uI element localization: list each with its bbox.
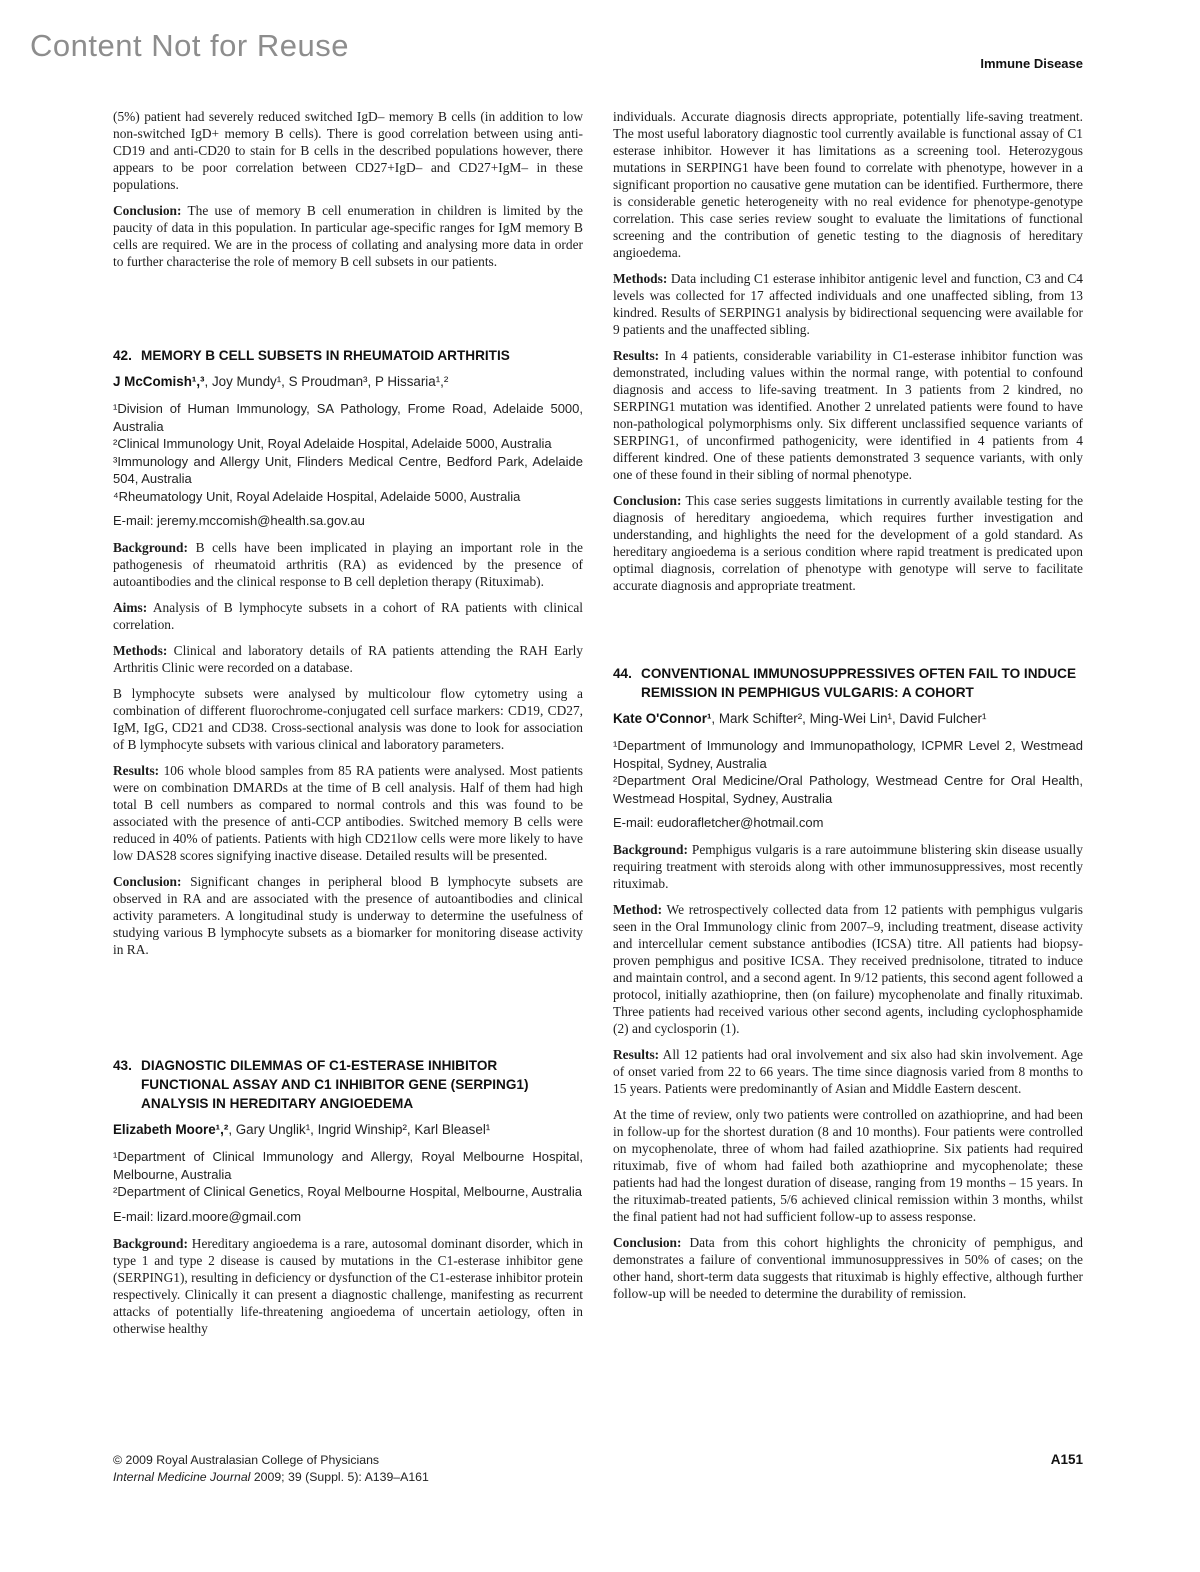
left-column	[113, 108, 583, 1346]
email-line: E-mail: lizard.moore@gmail.com	[113, 1208, 302, 1224]
paragraph-text: 106 whole blood samples from 85 RA patients were analysed. Most patients were on combination DMARDs at the time of B cell analysis. Half of them had high total B cell numbers as compared to normal controls and this was found to be associated with the presence of anti-CCP antibodies. Switched memory B cells were reduced in 40% of patients. Patients with high CD21low cells were more likely to have low DAS28 scores signifying inactive disease. Detailed results will be presented.	[113, 763, 583, 863]
paragraph-label: Methods:	[113, 643, 168, 658]
paragraph-conclusion	[613, 492, 1083, 594]
paragraph-text: At the time of review, only two patients were controlled on azathioprine, and had been in follow-up for the shortest duration (8 and 10 months). Four patients were controlled on mycophenolate, three of whom had failed azathioprine. Six patients had required rituximab, five of whom had failed both azathioprine and mycophenolate; these patients had had the longest duration of disease, ranging from 19 months – 15 years. In the rituximab-treated patients, 5/6 achieved clinical remission within 3 months, whilst the final patient had not had sufficient follow-up to assess response.	[613, 1107, 1083, 1224]
paragraph-conclusion	[613, 1234, 1083, 1302]
paragraph-label: Methods:	[613, 271, 668, 286]
paragraph-body	[113, 685, 583, 753]
paragraph-background	[113, 539, 583, 590]
paragraph-text: (5%) patient had severely reduced switched IgD– memory B cells (in addition to low non-switched IgD+ memory B cells). There is good correlation between using anti-CD19 and anti-CD20 to stain for B cells in the described populations however, there appears to be poor correlation between CD27+IgD– and CD27+IgM– in these populations.	[113, 109, 583, 192]
lead-author: Elizabeth Moore¹,²	[113, 1122, 229, 1137]
lead-author: Kate O'Connor¹	[613, 711, 712, 726]
abstract-title-text: DIAGNOSTIC DILEMMAS OF C1-ESTERASE INHIBITOR FUNCTIONAL ASSAY AND C1 INHIBITOR GENE (SERPING1) ANALYSIS IN HEREDITARY ANGIOEDEMA	[141, 1058, 529, 1111]
paragraph-label: Background:	[613, 842, 688, 857]
paragraph-label: Method:	[613, 902, 663, 917]
paragraph-text: This case series suggests limitations in currently available testing for the diagnosis of hereditary angioedema, which requires further investigation and understanding, and highlights the need for the development of a gold standard. As hereditary angioedema is a serious condition where rapid treatment is predicated upon optimal diagnosis, correlation of phenotype with genotype will serve to facilitate accurate diagnosis and appropriate treatment.	[613, 493, 1084, 593]
paragraph-text: Analysis of B lymphocyte subsets in a cohort of RA patients with clinical correlation.	[113, 600, 584, 632]
paragraph-results	[113, 762, 583, 864]
paragraph-label: Results:	[613, 1047, 660, 1062]
paragraph-text: Pemphigus vulgaris is a rare autoimmune blistering skin disease usually requiring treatment with steroids along with other immunosuppressives, most recently rituximab.	[613, 842, 1083, 891]
lead-author: J McComish¹,³	[113, 374, 205, 389]
footer	[113, 1452, 429, 1486]
paragraph-results	[613, 347, 1083, 483]
abstract-number: 43.	[113, 1058, 132, 1073]
paragraph-text: Hereditary angioedema is a rare, autosomal dominant disorder, which in type 1 and type 2 disease is caused by mutations in the C1-esterase inhibitor gene (SERPING1), resulting in deficiency or dysfunction of the C1-esterase inhibitor protein respectively. Clinically it can present a diagnostic challenge, manifesting as recurrent attacks of potentially life-threatening angioedema of uncertain aetiology, often in otherwise healthy	[113, 1235, 583, 1336]
paragraph-text: All 12 patients had oral involvement and six also had skin involvement. Age of onset varied from 22 to 66 years. The time since diagnosis varied from 8 months to 15 years. Patients were predominantly of Asian and Middle Eastern descent.	[613, 1047, 1084, 1096]
affiliation-line: ³Immunology and Allergy Unit, Flinders Medical Centre, Bedford Park, Adelaide 504, Australia	[113, 453, 583, 486]
coauthors: , Gary Unglik¹, Ingrid Winship², Karl Bleasel¹	[228, 1122, 491, 1137]
copyright-line: © 2009 Royal Australasian College of Physicians	[113, 1453, 380, 1467]
affiliation-line: ¹Department of Immunology and Immunopathology, ICPMR Level 2, Westmead Hospital, Sydney, Australia	[613, 738, 1083, 771]
abstract-title-text: MEMORY B CELL SUBSETS IN RHEUMATOID ARTHRITIS	[141, 348, 510, 363]
affiliations	[113, 400, 583, 505]
authors-line	[613, 710, 1083, 727]
affiliations	[113, 1148, 583, 1201]
paragraph-label: Conclusion:	[113, 874, 182, 889]
paragraph-text: The use of memory B cell enumeration in children is limited by the paucity of data in this population. In particular age-specific ranges for IgM memory B cells are required. We are in the process of collating and analysing more data in order to further characterise the role of memory B cell subsets in our patients.	[113, 203, 583, 269]
affiliation-line: ²Department of Clinical Genetics, Royal Melbourne Hospital, Melbourne, Australia	[113, 1184, 582, 1199]
watermark-text: Content Not for Reuse	[30, 28, 349, 63]
abstract-title-text: CONVENTIONAL IMMUNOSUPPRESSIVES OFTEN FAIL TO INDUCE REMISSION IN PEMPHIGUS VULGARIS: A COHORT	[641, 666, 1077, 700]
paragraph-methods	[113, 642, 583, 676]
paragraph-label: Results:	[113, 763, 160, 778]
affiliation-line: ¹Department of Clinical Immunology and Allergy, Royal Melbourne Hospital, Melbourne, Australia	[113, 1149, 583, 1182]
coauthors: , Mark Schifter², Ming-Wei Lin¹, David Fulcher¹	[711, 711, 987, 726]
paragraph-results	[613, 1046, 1083, 1097]
conclusion-paragraph-41	[113, 202, 583, 270]
affiliations	[613, 737, 1083, 807]
paragraph-body	[613, 1106, 1083, 1225]
abstract-number: 42.	[113, 348, 132, 363]
paragraph-method	[613, 901, 1083, 1037]
paragraph-conclusion	[113, 873, 583, 958]
paragraph-label: Background:	[113, 540, 188, 555]
abstract-43	[113, 1056, 583, 1337]
continuation-paragraph	[613, 108, 1083, 261]
paragraph-label: Conclusion:	[113, 203, 182, 218]
paragraph-text: In 4 patients, considerable variability in C1-esterase inhibitor function was demonstrated, including values within the normal range, with potential to confound diagnosis and access to life-saving treatment. In 3 patients from 2 kindred, no SERPING1 mutation was identified. Another 2 unrelated patients were found to have non-pathological polymorphisms only. Six different unclassified sequence variants of SERPING1, of unconfirmed pathogenicity, were identified in 4 patients from 4 different kindred. One of these patients demonstrated 3 sequence variants, with only one of these found in their sibling of normal phenotype.	[613, 348, 1083, 482]
authors-line	[113, 373, 583, 390]
page-number: A151	[1050, 1452, 1083, 1467]
authors-line	[113, 1121, 583, 1138]
affiliation-line: ¹Division of Human Immunology, SA Pathology, Frome Road, Adelaide 5000, Australia	[113, 401, 583, 434]
paragraph-text: Significant changes in peripheral blood B lymphocyte subsets are observed in RA and are associated with the presence of autoantibodies and clinical activity parameters. A longitudinal study is underway to determine the usefulness of studying various B lymphocyte subsets as a biomarker for monitoring disease activity in RA.	[113, 874, 583, 957]
paragraph-text: B cells have been implicated in playing an important role in the pathogenesis of rheumatoid arthritis (RA) as evidenced by the presence of autoantibodies and the clinical response to B cell depletion therapy (Rituximab).	[113, 540, 583, 589]
paragraph-text: Clinical and laboratory details of RA patients attending the RAH Early Arthritis Clinic were recorded on a database.	[113, 643, 583, 675]
affiliation-line: ²Department Oral Medicine/Oral Pathology, Westmead Centre for Oral Health, Westmead Hospital, Sydney, Australia	[613, 773, 1083, 806]
journal-name: Internal Medicine Journal	[113, 1470, 251, 1484]
paragraph-text: individuals. Accurate diagnosis directs appropriate, potentially life-saving treatment. The most useful laboratory diagnostic tool currently available is functional assay of C1 esterase inhibitor. However it has limitations as a screening tool. Heterozygous mutations in SERPING1 have been found to correlate with phenotype, however in a significant proportion no causative gene mutation can be identified. Furthermore, there is considerable genetic heterogeneity with no real evidence for phenotype-genotype correlation. This case series review sought to evaluate the limitations of functional screening and the contribution of genetic testing to the diagnosis of hereditary angioedema.	[613, 109, 1083, 260]
email-line: E-mail: eudorafletcher@hotmail.com	[613, 815, 824, 830]
affiliation-line: ²Clinical Immunology Unit, Royal Adelaide Hospital, Adelaide 5000, Australia	[113, 436, 552, 451]
email-line: E-mail: jeremy.mccomish@health.sa.gov.au	[113, 513, 365, 528]
abstract-44	[613, 664, 1083, 1302]
journal-reference: 2009; 39 (Suppl. 5): A139–A161	[250, 1470, 429, 1484]
paragraph-aims	[113, 599, 583, 633]
paragraph-label: Conclusion:	[613, 1235, 682, 1250]
paragraph-text: Data from this cohort highlights the chronicity of pemphigus, and demonstrates a failure of conventional immunosuppressives in 50% of cases; on the other hand, short-term data suggests that rituximab is highly effective, although further follow-up will be needed to determine the durability of remission.	[613, 1235, 1083, 1301]
paragraph-text: Data including C1 esterase inhibitor antigenic level and function, C3 and C4 levels was collected for 17 affected individuals and one unaffected sibling, from 13 kindred. Results of SERPING1 analysis by bidirectional sequencing were available for 9 patients and the unaffected sibling.	[613, 271, 1083, 337]
paragraph-methods	[613, 270, 1083, 338]
abstract-43-title	[113, 1056, 583, 1113]
abstract-number: 44.	[613, 666, 632, 681]
paragraph-label: Conclusion:	[613, 493, 682, 508]
continuation-paragraph	[113, 108, 583, 193]
paragraph-label: Background:	[113, 1235, 188, 1251]
paragraph-label: Results:	[613, 348, 660, 363]
paragraph-text: We retrospectively collected data from 12 patients with pemphigus vulgaris seen in the Oral Immunology clinic from 2007–9, including treatment, disease activity and intercellular cement substance antibodies (ICSA) titre. All patients had biopsy-proven pemphigus and positive ICSA. They received prednisolone, titrated to induce and maintain control, and a second agent. In 9/12 patients, this second agent followed a protocol, initially azathioprine, then (on failure) mycophenolate and finally rituximab. Three patients had received various other second agents, including cyclophosphamide (2) and cyclosporin (1).	[613, 902, 1084, 1036]
running-head-section: Immune Disease	[980, 56, 1083, 71]
abstract-42-title	[113, 346, 583, 365]
paragraph-text: B lymphocyte subsets were analysed by multicolour flow cytometry using a combination of different fluorochrome-conjugated cell surface markers: CD19, CD27, IgM, IgG, CD21 and CD38. Cross-sectional analysis was done to look for association of B lymphocyte subsets with various clinical and laboratory parameters.	[113, 686, 583, 752]
paragraph-background	[613, 841, 1083, 892]
abstract-44-title	[613, 664, 1083, 702]
coauthors: , Joy Mundy¹, S Proudman³, P Hissaria¹,²	[204, 374, 449, 389]
journal-citation-line	[113, 1469, 429, 1486]
paragraph-background	[113, 1235, 583, 1337]
right-column	[613, 108, 1083, 1311]
paragraph-label: Aims:	[113, 600, 148, 615]
affiliation-line: ⁴Rheumatology Unit, Royal Adelaide Hospital, Adelaide 5000, Australia	[113, 488, 521, 504]
abstract-42	[113, 346, 583, 958]
